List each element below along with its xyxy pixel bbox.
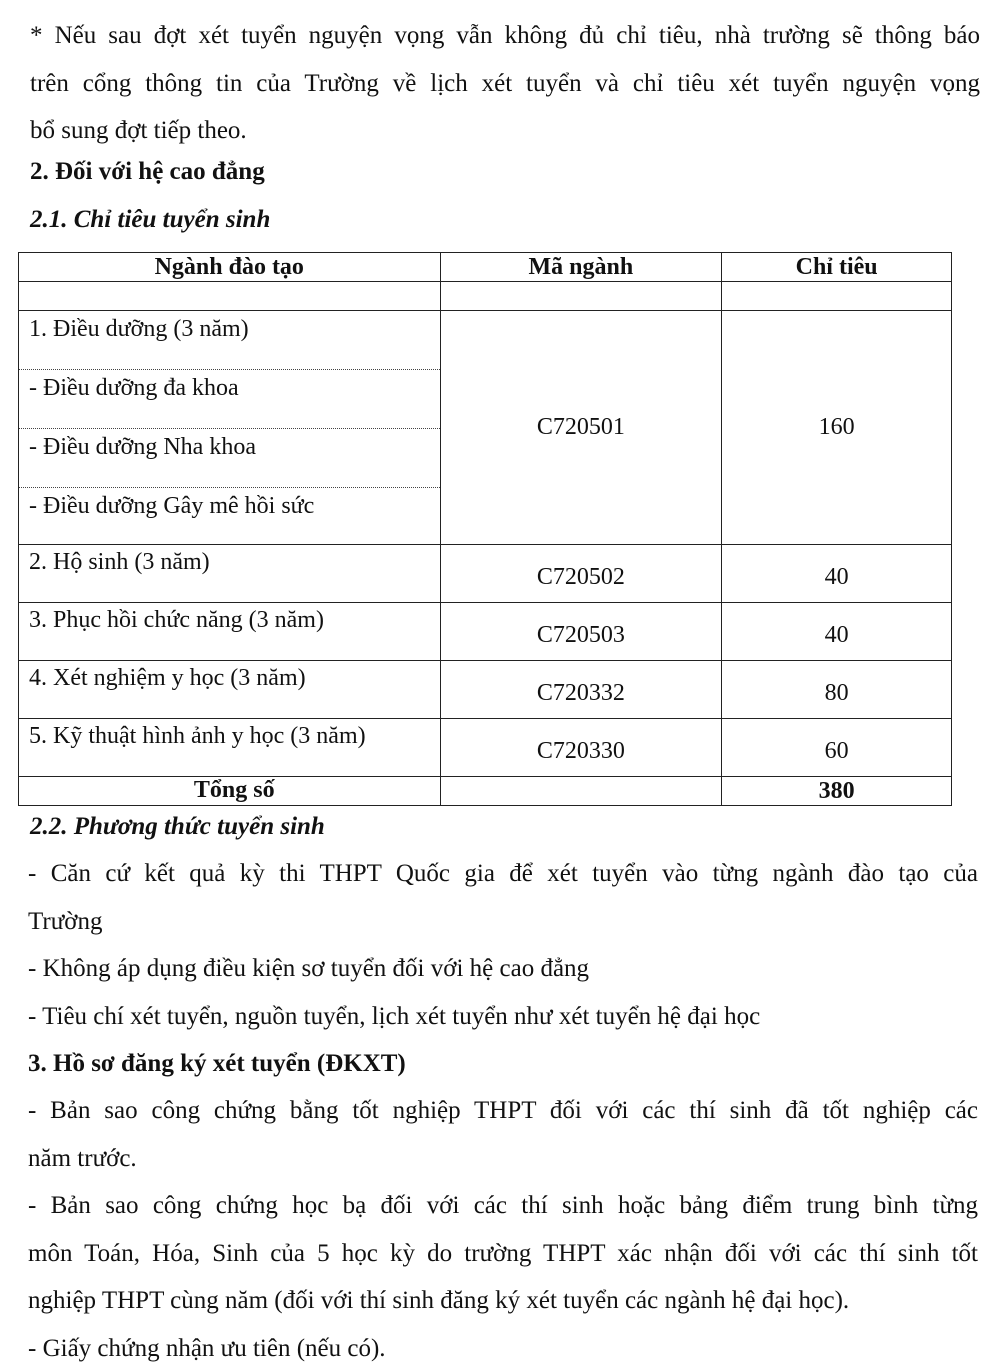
table-row	[19, 719, 952, 777]
method-line: Trường	[28, 907, 103, 935]
quota-cell: 40	[722, 603, 952, 661]
quota-table	[18, 252, 952, 806]
major-cell	[19, 311, 441, 545]
quota-cell: 160	[722, 311, 952, 545]
section-2-2-heading: 2.2. Phương thức tuyển sinh	[30, 813, 325, 840]
intro-note	[30, 12, 980, 155]
table-header-row	[19, 253, 952, 282]
major-name: 1. Điều dưỡng (3 năm)	[29, 316, 249, 342]
intro-line: * Nếu sau đợt xét tuyển nguyện vọng vẫn không đủ chỉ tiêu, nhà trường sẽ thông báo	[30, 22, 980, 49]
method-block	[28, 850, 978, 1040]
major-subitem: - Điều dưỡng Nha khoa	[19, 428, 440, 487]
major-subitem: - Điều dưỡng Gây mê hồi sức	[19, 487, 440, 544]
code-cell: C720330	[440, 719, 722, 777]
quota-cell: 40	[722, 545, 952, 603]
major-name: 3. Phục hồi chức năng (3 năm)	[19, 603, 441, 661]
total-value: 380	[722, 777, 952, 806]
code-cell: C720332	[440, 661, 722, 719]
table-row	[19, 311, 952, 545]
code-cell: C720502	[440, 545, 722, 603]
major-name: 4. Xét nghiệm y học (3 năm)	[19, 661, 441, 719]
section-2-heading: 2. Đối với hệ cao đẳng	[30, 158, 265, 185]
method-line: - Tiêu chí xét tuyển, nguồn tuyển, lịch xét tuyển như xét tuyển hệ đại học	[28, 1002, 761, 1030]
table-row	[19, 603, 952, 661]
column-header-major: Ngành đào tạo	[19, 253, 441, 282]
documents-line: - Bản sao công chứng học bạ đối với các thí sinh hoặc bảng điểm trung bình từng	[28, 1192, 978, 1219]
column-header-quota: Chỉ tiêu	[722, 253, 952, 282]
intro-line: trên cổng thông tin của Trường về lịch xét tuyển và chỉ tiêu xét tuyển nguyện vọng	[30, 69, 980, 97]
table-row	[19, 545, 952, 603]
total-label: Tổng số	[19, 777, 441, 806]
documents-line: - Giấy chứng nhận ưu tiên (nếu có).	[28, 1334, 386, 1362]
column-header-code: Mã ngành	[440, 253, 722, 282]
quota-cell: 80	[722, 661, 952, 719]
documents-line: môn Toán, Hóa, Sinh của 5 học kỳ do trường THPT xác nhận đối với các thí sinh tốt	[28, 1239, 978, 1267]
major-subitem: - Điều dưỡng đa khoa	[19, 369, 440, 428]
table-row	[19, 661, 952, 719]
table-total-row	[19, 777, 952, 806]
major-name: 2. Hộ sinh (3 năm)	[19, 545, 441, 603]
major-name: 5. Kỹ thuật hình ảnh y học (3 năm)	[19, 719, 441, 777]
code-cell: C720503	[440, 603, 722, 661]
code-cell: C720501	[440, 311, 722, 545]
table-empty-row	[19, 282, 952, 311]
documents-line: - Bản sao công chứng bằng tốt nghiệp THPT đối với các thí sinh đã tốt nghiệp các	[28, 1097, 978, 1124]
intro-line: bổ sung đợt tiếp theo.	[30, 117, 247, 144]
method-line: - Căn cứ kết quả kỳ thi THPT Quốc gia để xét tuyển vào từng ngành đào tạo của	[28, 860, 978, 887]
quota-cell: 60	[722, 719, 952, 777]
section-2-1-heading: 2.1. Chỉ tiêu tuyển sinh	[30, 206, 271, 233]
documents-line: năm trước.	[28, 1144, 137, 1172]
documents-block	[28, 1087, 978, 1372]
section-3-heading: 3. Hồ sơ đăng ký xét tuyển (ĐKXT)	[28, 1050, 406, 1077]
documents-line: nghiệp THPT cùng năm (đối với thí sinh đăng ký xét tuyển các ngành hệ đại học).	[28, 1287, 850, 1314]
method-line: - Không áp dụng điều kiện sơ tuyển đối với hệ cao đẳng	[28, 955, 590, 982]
